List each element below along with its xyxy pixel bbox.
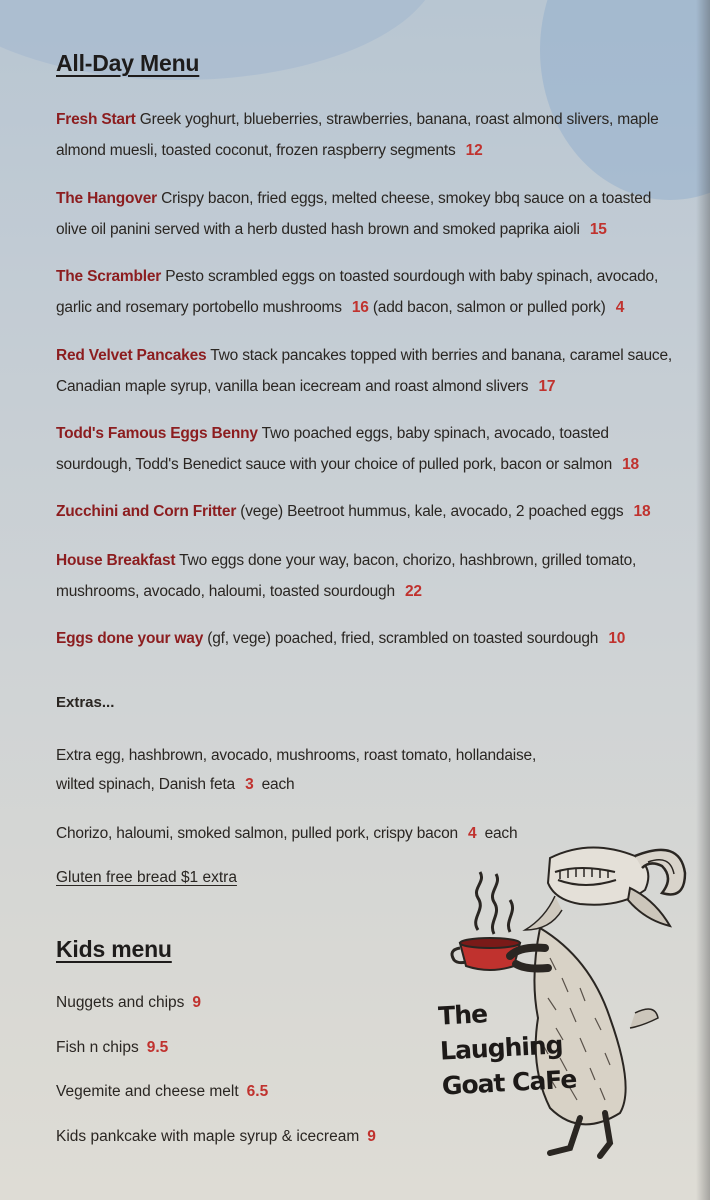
- menu-item: [56, 183, 676, 245]
- kids-item-price: 9: [367, 1128, 376, 1145]
- extras-title: Extras...: [56, 694, 115, 711]
- extras-price: 3: [245, 776, 254, 793]
- menu-item: [56, 545, 676, 607]
- menu-title: All-Day Menu: [56, 50, 200, 76]
- extras-text: Chorizo, haloumi, smoked salmon, pulled pork, crispy bacon: [56, 825, 458, 842]
- item-name: Fresh Start: [56, 111, 136, 128]
- gluten-free-note: Gluten free bread $1 extra: [56, 869, 237, 886]
- item-price: 17: [538, 378, 556, 395]
- item-description: Two eggs done your way, bacon, chorizo, hashbrown, grilled tomato, mushrooms, avocado, haloumi, toasted sourdough: [56, 552, 637, 600]
- item-description: Pesto scrambled eggs on toasted sourdough with baby spinach, avocado, garlic and rosemary portobello mushrooms: [56, 268, 659, 316]
- kids-item-name: Fish n chips: [56, 1039, 139, 1056]
- extras-suffix: each: [484, 825, 518, 842]
- logo-line: Goat CaFe: [441, 1064, 577, 1101]
- kids-item: [56, 1039, 168, 1057]
- menu-item: [56, 104, 676, 166]
- menu-item: [56, 261, 676, 323]
- item-addon: (add bacon, salmon or pulled pork): [372, 299, 606, 316]
- item-name: The Scrambler: [56, 268, 162, 285]
- item-name: Zucchini and Corn Fritter: [56, 503, 237, 520]
- item-name: House Breakfast: [56, 552, 176, 569]
- kids-menu-title: Kids menu: [56, 936, 172, 962]
- extras-text: Extra egg, hashbrown, avocado, mushrooms, roast tomato, hollandaise,: [56, 747, 537, 764]
- item-description: Crispy bacon, fried eggs, melted cheese, smokey bbq sauce on a toasted olive oil panini served with a herb dusted hash brown and smoked paprika aioli: [56, 190, 652, 238]
- menu-item: [56, 623, 676, 654]
- extras-text: wilted spinach, Danish feta: [56, 776, 235, 793]
- kids-item-name: Kids pankcake with maple syrup & icecream: [56, 1128, 360, 1145]
- item-price: 18: [633, 503, 651, 520]
- item-price: 18: [622, 456, 639, 473]
- item-description: Greek yoghurt, blueberries, strawberries, banana, roast almond slivers, maple almond muesli, toasted coconut, frozen raspberry segments: [56, 111, 659, 159]
- item-description: (gf, vege) poached, fried, scrambled on toasted sourdough: [207, 630, 599, 647]
- item-price: 12: [465, 142, 483, 159]
- logo-line: The: [437, 999, 488, 1031]
- item-name: Red Velvet Pancakes: [56, 347, 207, 364]
- item-price: 22: [405, 583, 422, 600]
- item-price: 15: [589, 221, 607, 238]
- kids-item-price: 9.5: [146, 1039, 169, 1056]
- item-name: Eggs done your way: [56, 630, 204, 647]
- item-name: The Hangover: [56, 190, 157, 207]
- extras-suffix: each: [261, 776, 295, 793]
- menu-item: [56, 418, 676, 480]
- item-name: Todd's Famous Eggs Benny: [56, 425, 258, 442]
- kids-item-name: Vegemite and cheese melt: [56, 1083, 239, 1100]
- background-shadow: [540, 0, 710, 200]
- logo-line: Laughing: [439, 1030, 564, 1066]
- kids-item-price: 9: [192, 994, 202, 1011]
- extras-line: [56, 740, 676, 771]
- item-price: 10: [608, 630, 626, 647]
- item-price: 16: [351, 299, 369, 316]
- kids-item: [56, 1083, 268, 1101]
- menu-item: [56, 340, 676, 402]
- item-description: (vege) Beetroot hummus, kale, avocado, 2 poached eggs: [240, 503, 624, 520]
- extras-line: [56, 769, 676, 800]
- cafe-logo: [437, 991, 582, 1103]
- kids-item: [56, 994, 201, 1012]
- item-description: Two poached eggs, baby spinach, avocado, toasted sourdough, Todd's Benedict sauce with your choice of pulled pork, bacon or salmon: [56, 425, 613, 473]
- item-addon-price: 4: [615, 299, 625, 316]
- kids-item-price: 6.5: [246, 1083, 269, 1100]
- kids-item: [56, 1128, 376, 1146]
- menu-item: [56, 496, 676, 527]
- item-description: Two stack pancakes topped with berries and banana, caramel sauce, Canadian maple syrup, vanilla bean icecream and roast almond slivers: [56, 347, 673, 395]
- extras-price: 4: [468, 825, 477, 842]
- kids-item-name: Nuggets and chips: [56, 994, 185, 1011]
